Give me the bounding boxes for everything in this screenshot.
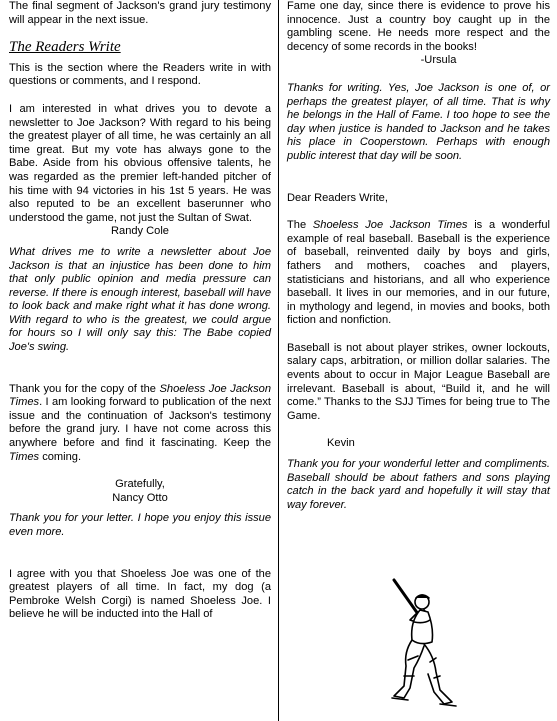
left-column bbox=[9, 0, 271, 622]
letter-nancy: Thank you for the copy of the Shoeless Joe Jackson Times. I am looking forward to publication of the next issue and the continuation of Jackson's testimony before the grand jury. I have not come across this anywhere before and find it fascinating. Keep the Times coming. bbox=[9, 382, 271, 463]
letter-kevin-p1: The Shoeless Joe Jackson Times is a wonderful example of real baseball. Baseball is the experience of baseball, reinvented daily by boys and girls, fathers and mothers, coaches and players, statisticians and historians, and all who experience baseball. It lives in our memories, and in our future, in mythology and legend, in movies and books, both fiction and nonfiction. bbox=[287, 219, 550, 327]
reply-kevin: Thank you for your wonderful letter and compliments. Baseball should be about fathers and sons playing catch in the back yard and hopefully it will stay that way forever. bbox=[287, 458, 550, 511]
reply-nancy: Thank you for your letter. I hope you enjoy this issue even more. bbox=[9, 512, 271, 538]
signer-randy: Randy Cole bbox=[111, 225, 169, 238]
letter-ursula-cont: Fame one day, since there is evidence to prove his innocence. Just a country boy caught up in the gambling scene. He needs more respect and the decency of some records in the books! bbox=[287, 0, 550, 53]
letter-randy: I am interested in what drives you to devote a newsletter to Joe Jackson? With regard to his being the greatest player of all time, he was certainly an all time great. But my vote has always gone to the Babe. Aside from his obvious offensive talents, he was regarded as the premier left-handed pitcher of his time with 94 victories in his 1st 5 years. He was also reputed to be an excellent baserunner who understood the game, not just the Sultan of Swat. bbox=[9, 102, 271, 224]
signer-kevin: Kevin bbox=[327, 437, 355, 450]
section-intro: This is the section where the Readers write in with questions or comments, and I respond. bbox=[9, 61, 271, 88]
salutation-kevin: Dear Readers Write, bbox=[287, 191, 388, 204]
reply-ursula: Thanks for writing. Yes, Joe Jackson is one of, or perhaps the greatest player, of all time. That is why he belongs in the Hall of Fame. I too hope to see the day when justice is handed to Jackson and he takes his place in Cooperstown. Perhaps with enough public interest that day will be soon. bbox=[287, 81, 550, 162]
signer-nancy: Nancy Otto bbox=[112, 491, 168, 504]
section-heading: The Readers Write bbox=[9, 39, 121, 56]
letter-ursula-start: I agree with you that Shoeless Joe was one of the greatest players of all time. In fact, my dog (a Pembroke Welsh Corgi) is named Shoeless Joe. I believe he will be inducted into the Hall of bbox=[9, 567, 271, 621]
letter-kevin-p2: Baseball is not about player strikes, owner lockouts, salary caps, arbitration, or million dollar salaries. The events about to occur in Major League Baseball are irrelevant. Baseball is about, “Build it, and he will come.” Thanks to the SJJ Times for being true to The Game. bbox=[287, 341, 550, 422]
right-column bbox=[287, 0, 550, 512]
column-divider bbox=[278, 0, 279, 721]
reply-randy: What drives me to write a newsletter about Joe Jackson is that an injustice has been done to him that only public opinion and media pressure can reverse. If there is enough interest, baseball will have to look back and make right what it has done wrong. With regard to who is the greatest, we could argue for hours so I will only say this: The Babe copied Joe's swing. bbox=[9, 245, 271, 354]
closing-nancy: Gratefully, bbox=[115, 478, 165, 491]
baseball-batter-illustration bbox=[374, 572, 462, 712]
signer-ursula: -Ursula bbox=[420, 54, 457, 67]
intro-text: The final segment of Jackson's grand jury testimony will appear in the next issue. bbox=[9, 0, 271, 26]
